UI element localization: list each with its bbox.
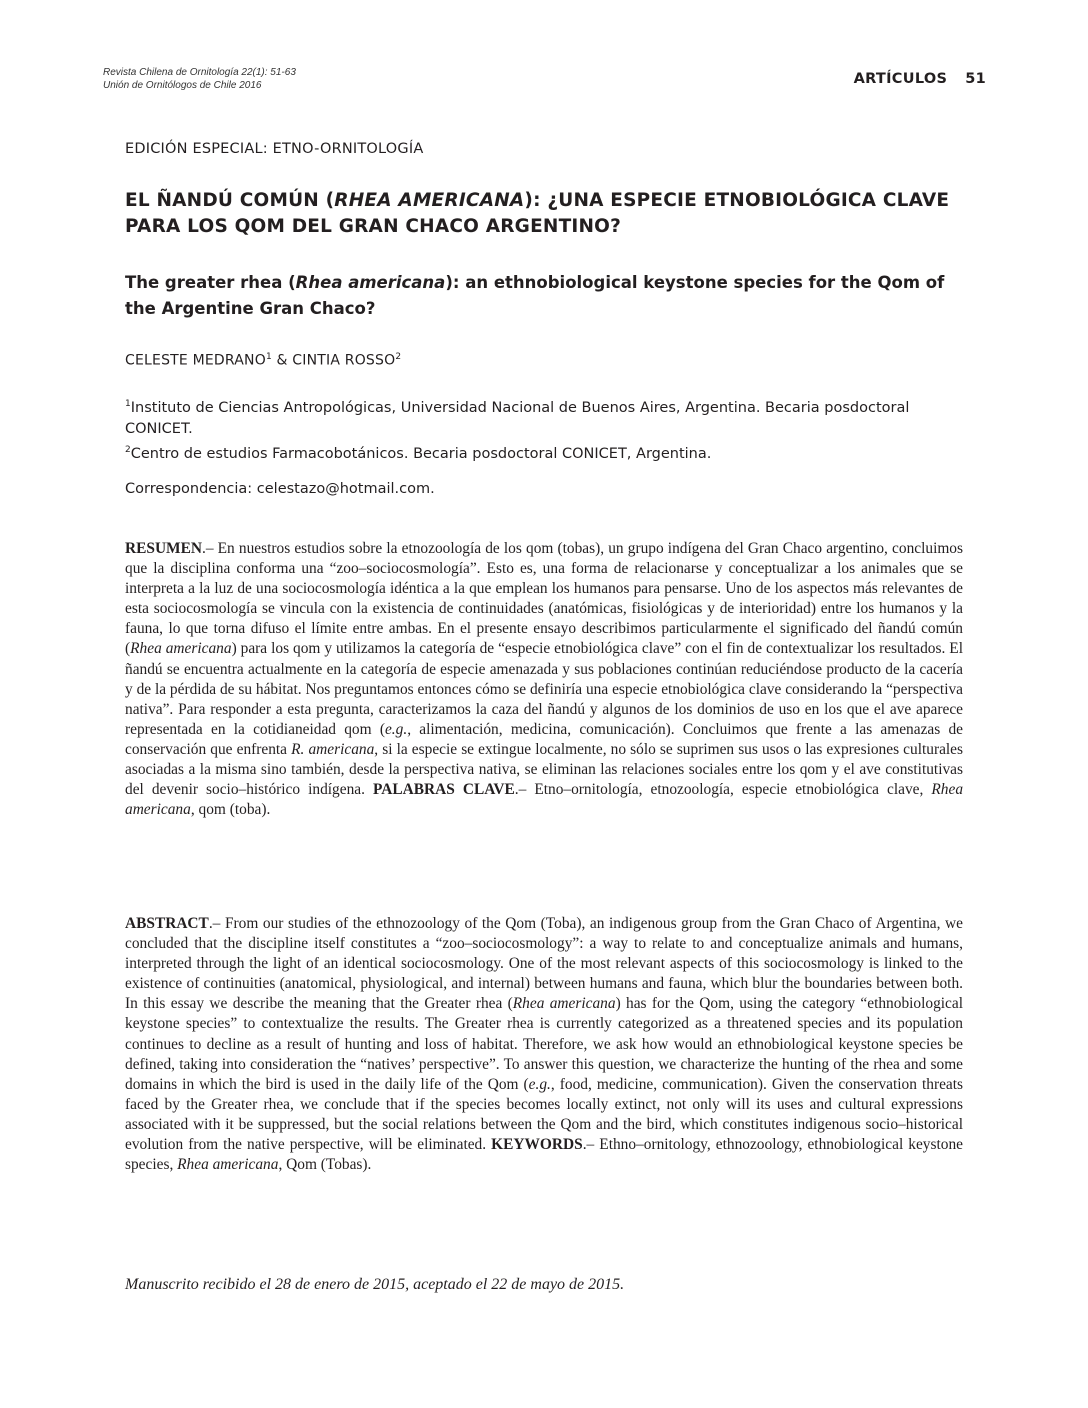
keywords-label: KEYWORDS [491, 1136, 583, 1154]
section-name: ARTÍCULOS [853, 71, 948, 87]
abstract-text: , food, medicine, communication). Given the conservation threats faced by the Greater rhea, we conclude that if the species becomes locally extinct, not only will its uses and cultural expressions associated with it be suppressed, but the social relations between the Qom and the bird, which constitutes indigenous socio–historical evolution from the native perspective, will be eliminated. [125, 1075, 963, 1154]
special-edition-label: EDICIÓN ESPECIAL: ETNO-ORNITOLOGÍA [125, 141, 424, 157]
authors [125, 352, 401, 369]
abbreviation: e.g. [384, 720, 408, 738]
running-header [854, 71, 986, 87]
species-name: Rhea americana [177, 1156, 279, 1174]
abstract-text: ) has for the Qom, using the category “ethnobiological keystone species” to contextualize the results. The Greater rhea is currently categorized as a threatened species and its population continues to decline as a result of hunting and loss of habitat. Therefore, we ask how would an ethnobiological keystone species be defined, taking into consideration the “natives’ perspective”. To answer this question, we characterize the hunting of the rhea and some domains in which the bird is used in the daily life of the Qom ( [125, 995, 963, 1093]
affiliation [125, 440, 965, 465]
title-en-part1: The greater rhea ( [125, 273, 296, 292]
resumen-text: , qom (toba). [190, 801, 271, 819]
title-en-part2: ): an ethnobiological keystone species for the Qom of the Argentine Gran Chaco? [125, 273, 945, 318]
abstract-paragraph [125, 914, 963, 1175]
title-spanish [125, 188, 965, 240]
species-name: Rhea americana [512, 995, 616, 1013]
abstract-text: .– From our studies of the ethnozoology of the Qom (Toba), an indigenous group from the Gran Chaco of Argentina, we concluded that the discipline itself constitutes a “zoo–sociocosmology”: a way to relate to and conceptualize animals and humans, interpreted through the light of an identical sociocosmology. One of the most relevant aspects of this sociocosmology is linked to the existence of continuities (anatomical, physiological, and internal) between humans and fauna, which blur the boundaries between both. In this essay we describe the meaning that the Greater rhea ( [125, 915, 963, 1013]
species-name: Rhea americana [125, 781, 964, 819]
resumen-text: , si la especie se extingue localmente, no sólo se suprimen sus usos o las expresiones culturales asociadas a la misma sino también, desde la perspectiva nativa, se eliminan las relaciones sociales entre los qom y el ave constitutivas del devenir socio–histórico indígena. [125, 740, 963, 799]
page-number: 51 [965, 71, 986, 87]
affiliation [125, 394, 965, 440]
abbreviation: e.g. [528, 1075, 551, 1093]
species-name: R. americana [291, 740, 375, 758]
title-es-part2: ): ¿UNA ESPECIE ETNOBIOLÓGICA CLAVE PARA LOS QOM DEL GRAN CHACO ARGENTINO? [125, 190, 950, 237]
author-name: CINTIA ROSSO [292, 352, 396, 369]
affiliation-text: Centro de estudios Farmacobotánicos. Becaria posdoctoral CONICET, Argentina. [130, 445, 712, 462]
title-en-species: Rhea americana [295, 273, 446, 292]
author-affiliation-marker: 1 [265, 352, 272, 362]
journal-citation-line: Revista Chilena de Ornitología 22(1): 51-63 [103, 67, 296, 78]
keywords-label: PALABRAS CLAVE [373, 781, 515, 799]
title-es-species: RHEA AMERICANA [334, 190, 525, 211]
title-english [125, 270, 965, 322]
correspondence: Correspondencia: celestazo@hotmail.com. [125, 481, 435, 497]
abstract-text: .– Ethno–ornitology, ethnozoology, ethnobiological keystone species, [125, 1136, 963, 1174]
abstract-label: ABSTRACT [125, 915, 209, 932]
affiliation-marker: 2 [125, 444, 131, 455]
resumen-paragraph [125, 539, 963, 820]
affiliation-marker: 1 [125, 399, 131, 409]
author-name: CELESTE MEDRANO [125, 352, 266, 369]
species-name: Rhea americana [130, 640, 232, 658]
affiliations [125, 394, 965, 465]
journal-citation [103, 66, 296, 92]
resumen-text: .– Etno–ornitología, etnozoología, especie etnobiológica clave, [514, 781, 932, 799]
affiliation-text: Instituto de Ciencias Antropológicas, Universidad Nacional de Buenos Aires, Argentina. Becaria posdoctoral CONICET. [125, 399, 910, 437]
abstract-text: , Qom (Tobas). [278, 1156, 372, 1174]
author-affiliation-marker: 2 [395, 352, 402, 362]
title-es-part1: EL ÑANDÚ COMÚN ( [125, 190, 335, 211]
journal-publisher-line: Unión de Ornitólogos de Chile 2016 [103, 80, 262, 91]
resumen-label: RESUMEN [125, 540, 202, 557]
resumen-text: , alimentación, medicina, comunicación). Concluimos que frente a las amenazas de conservación que enfrenta [125, 720, 963, 758]
resumen-text: .– En nuestros estudios sobre la etnozoología de los qom (tobas), un grupo indígena del Gran Chaco argentino, concluimos que la disciplina conforma una “zoo–sociocosmología”. Esto es, una forma de relacionarse y conceptualizar a los animales que se interpreta a la luz de una sociocosmología idéntica a la que emplean los humanos para pensarse. Uno de los aspectos más relevantes de esta sociocosmología se vincula con la existencia de continuidades (anatómicas, fisiológicas y de interioridad) entre los humanos y la fauna, lo que torna difuso el límite entre ambas. En el presente ensayo describimos particularmente el significado del ñandú común ( [125, 540, 963, 658]
author-separator: & [271, 352, 293, 369]
resumen-text: ) para los qom y utilizamos la categoría de “especie etnobiológica clave” con el fin de contextualizar los resultados. El ñandú se encuentra actualmente en la categoría de especie amenazada y sus poblaciones continúan reduciéndose producto de la cacería y de la pérdida de su hábitat. Nos preguntamos entonces cómo se definiría una especie etnobiológica clave considerando la “perspectiva nativa”. Para responder a esta pregunta, caracterizamos la caza del ñandú y algunos de los dominios de uso en los que el ave aparece representada en la cotidianeidad qom ( [125, 640, 963, 738]
received-note: Manuscrito recibido el 28 de enero de 2015, aceptado el 22 de mayo de 2015. [125, 1276, 625, 1293]
